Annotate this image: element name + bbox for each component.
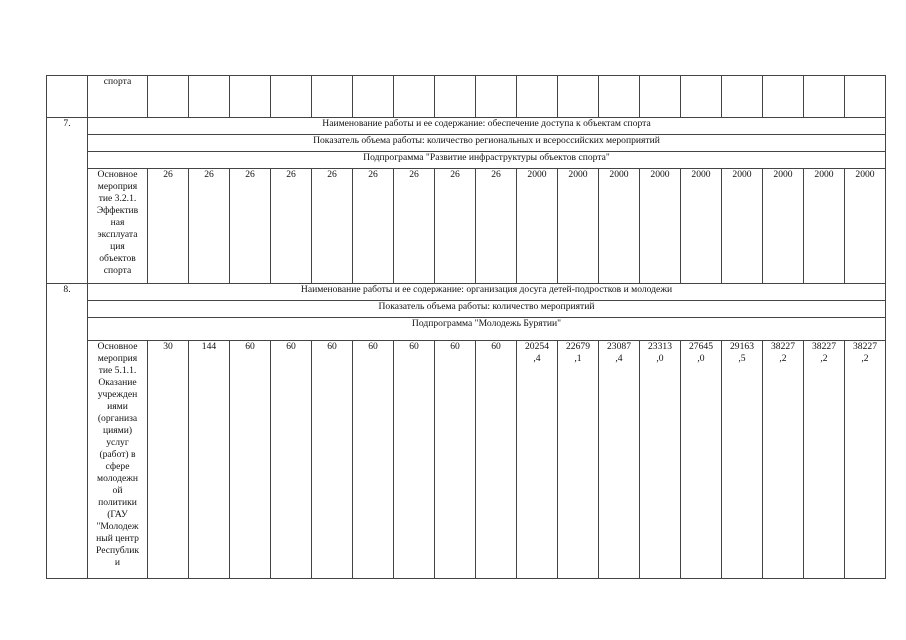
row-number-cell: 8. [47, 284, 88, 579]
subprogram-cell: Подпрограмма "Молодежь Бурятии" [88, 318, 886, 341]
value-line: 60 [450, 341, 460, 352]
value-line: ,2 [861, 353, 869, 364]
value-cell [517, 76, 558, 118]
value-cell [394, 76, 435, 118]
value-line: ,4 [533, 353, 541, 364]
value-cell [148, 76, 189, 118]
indicator-cell: Показатель объема работы: количество мероприятий [88, 301, 886, 318]
value-cell [148, 341, 189, 579]
value-cell [599, 341, 640, 579]
activity-name-line: учрежден [97, 389, 138, 400]
value-cell [558, 76, 599, 118]
activity-name-line: "Молодеж [96, 521, 139, 532]
value-cell [681, 341, 722, 579]
table-body [47, 76, 886, 579]
subprogram-cell: Подпрограмма "Развитие инфраструктуры объектов спорта" [88, 152, 886, 169]
value-line: 38227 [812, 341, 836, 352]
value-cell: 26 [148, 169, 189, 284]
activity-name-line: ой [112, 485, 123, 496]
activity-name-line: Основное [97, 341, 138, 352]
activity-name-line: (работ) в [99, 449, 136, 460]
activity-name-line: политики [98, 497, 137, 508]
value-cell [435, 341, 476, 579]
indicator-cell: Показатель объема работы: количество региональных и всероссийских мероприятий [88, 135, 886, 152]
value-line: ,1 [574, 353, 582, 364]
value-line: ,2 [779, 353, 787, 364]
activity-name-line: спорта [103, 76, 132, 87]
value-line: 30 [163, 341, 173, 352]
value-cell: 26 [312, 169, 353, 284]
work-title-cell: Наименование работы и ее содержание: организация досуга детей-подростков и молодежи [88, 284, 886, 301]
activity-name-line: ная [110, 217, 125, 228]
value-cell [230, 76, 271, 118]
value-line: 60 [327, 341, 337, 352]
activity-name-line: Эффектив [96, 205, 139, 216]
value-cell [517, 341, 558, 579]
value-cell [189, 341, 230, 579]
value-cell: 26 [353, 169, 394, 284]
activity-name-line: ция [110, 241, 125, 252]
value-cell: 2000 [763, 169, 804, 284]
value-cell [640, 76, 681, 118]
table-row [47, 135, 886, 152]
activity-name-line: эксплуата [97, 229, 138, 240]
value-line: ,4 [615, 353, 623, 364]
activity-name-line: Основное [97, 169, 138, 180]
row-number-cell: 7. [47, 118, 88, 284]
value-cell [271, 341, 312, 579]
value-line: 38227 [853, 341, 877, 352]
activity-name-line: (организа [97, 413, 138, 424]
table-row [47, 152, 886, 169]
activity-name-line: Республик [96, 545, 139, 556]
table-row [47, 284, 886, 301]
activity-name-line: спорта [103, 265, 132, 276]
value-line: 60 [409, 341, 419, 352]
value-line: 144 [201, 341, 217, 352]
value-cell: 26 [394, 169, 435, 284]
activity-name-line: объектов [99, 253, 136, 264]
value-line: ,0 [697, 353, 705, 364]
value-line: 23087 [607, 341, 631, 352]
row-number-cell [47, 76, 88, 118]
value-cell: 26 [435, 169, 476, 284]
value-cell [312, 76, 353, 118]
value-cell: 26 [230, 169, 271, 284]
activity-name-line: тие 3.2.1. [98, 193, 137, 204]
value-cell [599, 76, 640, 118]
activity-name-line: циями) [102, 425, 133, 436]
value-cell: 2000 [804, 169, 845, 284]
value-line: 60 [491, 341, 501, 352]
value-cell: 2000 [681, 169, 722, 284]
value-cell [763, 341, 804, 579]
activity-name-line: иями [107, 401, 128, 412]
activity-name-line: услуг [106, 437, 129, 448]
table-row [47, 301, 886, 318]
value-cell: 26 [271, 169, 312, 284]
value-cell [845, 341, 886, 579]
value-cell [845, 76, 886, 118]
activity-name-line: тие 5.1.1. [98, 365, 137, 376]
value-line: 60 [286, 341, 296, 352]
table-row [47, 318, 886, 341]
activity-name-line: Оказание [98, 377, 137, 388]
value-line: ,0 [656, 353, 664, 364]
value-cell [804, 76, 845, 118]
value-cell: 26 [189, 169, 230, 284]
value-cell [763, 76, 804, 118]
activity-name-line: ный центр [96, 533, 139, 544]
value-cell [640, 341, 681, 579]
value-cell [353, 76, 394, 118]
value-cell [681, 76, 722, 118]
activity-name-line: мероприя [97, 353, 138, 364]
value-line: 60 [245, 341, 255, 352]
value-line: 27645 [689, 341, 713, 352]
value-cell [394, 341, 435, 579]
value-cell [435, 76, 476, 118]
value-cell [476, 76, 517, 118]
table-row [47, 118, 886, 135]
activity-name-cell [88, 76, 148, 118]
work-title-cell: Наименование работы и ее содержание: обеспечение доступа к объектам спорта [88, 118, 886, 135]
activity-name-cell [88, 169, 148, 284]
activity-name-line: и [114, 557, 121, 568]
value-cell [271, 76, 312, 118]
value-line: 20254 [525, 341, 549, 352]
value-line: ,5 [738, 353, 746, 364]
value-line: 23313 [648, 341, 672, 352]
value-cell: 2000 [722, 169, 763, 284]
table-row [47, 341, 886, 579]
value-cell: 2000 [599, 169, 640, 284]
value-cell [230, 341, 271, 579]
value-cell: 2000 [845, 169, 886, 284]
table-row [47, 169, 886, 284]
value-line: 29163 [730, 341, 754, 352]
value-cell [189, 76, 230, 118]
value-line: 22679 [566, 341, 590, 352]
value-cell [476, 341, 517, 579]
activity-name-line: молодежн [97, 473, 138, 484]
value-cell: 2000 [558, 169, 599, 284]
value-cell [804, 341, 845, 579]
value-cell [722, 341, 763, 579]
value-line: 60 [368, 341, 378, 352]
value-cell: 26 [476, 169, 517, 284]
activity-name-line: сфере [105, 461, 130, 472]
value-cell [312, 341, 353, 579]
value-cell: 2000 [640, 169, 681, 284]
value-cell [558, 341, 599, 579]
value-cell [722, 76, 763, 118]
value-cell [353, 341, 394, 579]
value-line: ,2 [820, 353, 828, 364]
activity-name-cell [88, 341, 148, 579]
data-table [46, 75, 886, 579]
value-cell: 2000 [517, 169, 558, 284]
table-row [47, 76, 886, 118]
value-line: 38227 [771, 341, 795, 352]
activity-name-line: (ГАУ [107, 509, 128, 520]
activity-name-line: мероприя [97, 181, 138, 192]
